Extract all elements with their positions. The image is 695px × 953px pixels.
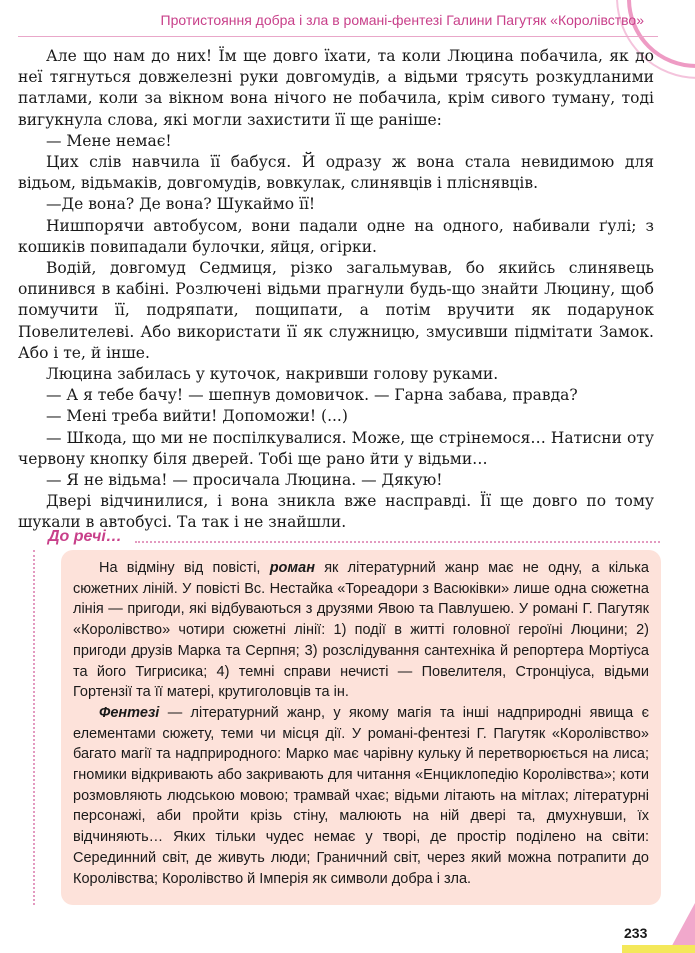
note-text: — літературний жанр, у якому магія та інші надприродні явища є елементами сюжету, теми чи місця дії. У романі-фентезі Г. Пагутяк «Королівство» багато магії та надприродного: Марко має чарівну кульку й перетворюється на лиса; гномики відкривають або закривають для читання «Енциклопедію Королівства»; коти розмовляють людською мовою; трамвай чхає; відьми літають на мітлах; літературні персонажі, аби пройти крізь стіну, малюють на ній двері та, дмухнувши, їх відчиняють… Яких тільки чудес немає у творі, де простір поділено на світи: Серединний світ, де живуть люди; Граничний світ, через який можна потрапити до Королівства; Королівство й Імперія як символи добра і зла.: [73, 704, 649, 887]
note-box: [61, 550, 661, 905]
term-fantasy: Фентезі: [99, 704, 160, 721]
note-paragraph-novel: [73, 558, 649, 703]
note-text: як літературний жанр має не одну, а кілька сюжетних ліній. У повісті Вс. Нестайка «Тореадори з Васюківки» лише одна сюжетна лінія — пригоди, які відбуваються з друзями Явою та Павлушею. У романі Г. Пагутяк «Королівство» чотири сюжетні лінії: 1) події в житті головної героїні Люцини; 2) пригоди друзів Марка та Серпня; 3) розслідування сантехніка й репортера Мортіуса та його Тигрисика; 4) темні справи нечисті — Повелителя, Стронціуса, відьми Гортензії та її матері, крутиголовців та ін.: [73, 560, 649, 701]
story-paragraph: Люцина забилась у куточок, накривши голову руками.: [46, 365, 499, 384]
story-paragraph: — Шкода, що ми не поспілкувалися. Може, ще стрінемося… Натисни оту червону кнопку біля дверей. Тобі ще рано йти у відьми…: [18, 428, 654, 468]
story-paragraph: —Де вона? Де вона? Шукаймо її!: [46, 195, 316, 214]
note-paragraph-fantasy: [73, 703, 649, 889]
note-text: На відміну від повісті,: [99, 560, 270, 576]
story-paragraph: — А я тебе бачу! — шепнув домовичок. — Гарна забава, правда?: [46, 386, 578, 405]
story-paragraph: — Я не відьма! — просичала Люцина. — Дякую!: [46, 471, 443, 490]
story-paragraph: — Мене немає!: [46, 131, 172, 150]
story-paragraph: Водій, довгомуд Седмиця, різко загальмував, бо якийсь слинявець опинився в кабіні. Розлючені відьми прагнули будь-що знайти Люцину, щоб помучити її, подряпати, пощипати, а потім вручити як подарунок Повелителеві. Або використати її як служницю, змусивши підмітати Замок. Або і те, й інше.: [18, 259, 654, 362]
story-excerpt: [18, 46, 654, 534]
note-heading: До речі…: [48, 528, 122, 545]
story-paragraph: Двері відчинилися, і вона зникла вже насправді. Її ще довго по тому шукали в автобусі. Та так і не знайшли.: [18, 492, 654, 532]
running-header: Протистояння добра і зла в романі-фентезі Галини Пагутяк «Королівство»: [160, 12, 644, 28]
story-paragraph: Цих слів навчила її бабуся. Й одразу ж вона стала невидимою для відьом, відьмаків, довгомудів, вовкулак, слинявців і пліснявців.: [18, 153, 654, 193]
header-divider: [18, 36, 658, 37]
corner-decoration-stripe: [622, 945, 695, 953]
story-paragraph: Але що нам до них! Їм ще довго їхати, та коли Люцина побачила, як до неї тягнуться довжелезні руки довгомудів, а відьми трясуть розкудланими патлами, коли за вікном вона нічого не побачила, крім сивого туману, тоді вигукнула слова, які могли захистити її ще раніше:: [18, 47, 654, 129]
story-paragraph: Нишпорячи автобусом, вони падали одне на одного, набивали ґулі; з кошиків повипадали булочки, яйця, огірки.: [18, 216, 654, 256]
note-side-dotted-rule: [33, 550, 35, 905]
story-paragraph: — Мені треба вийти! Допоможи! (...): [46, 407, 348, 426]
page-number: 233: [624, 925, 648, 941]
term-novel: роман: [269, 560, 315, 576]
note-heading-dotted-rule: [135, 541, 660, 543]
